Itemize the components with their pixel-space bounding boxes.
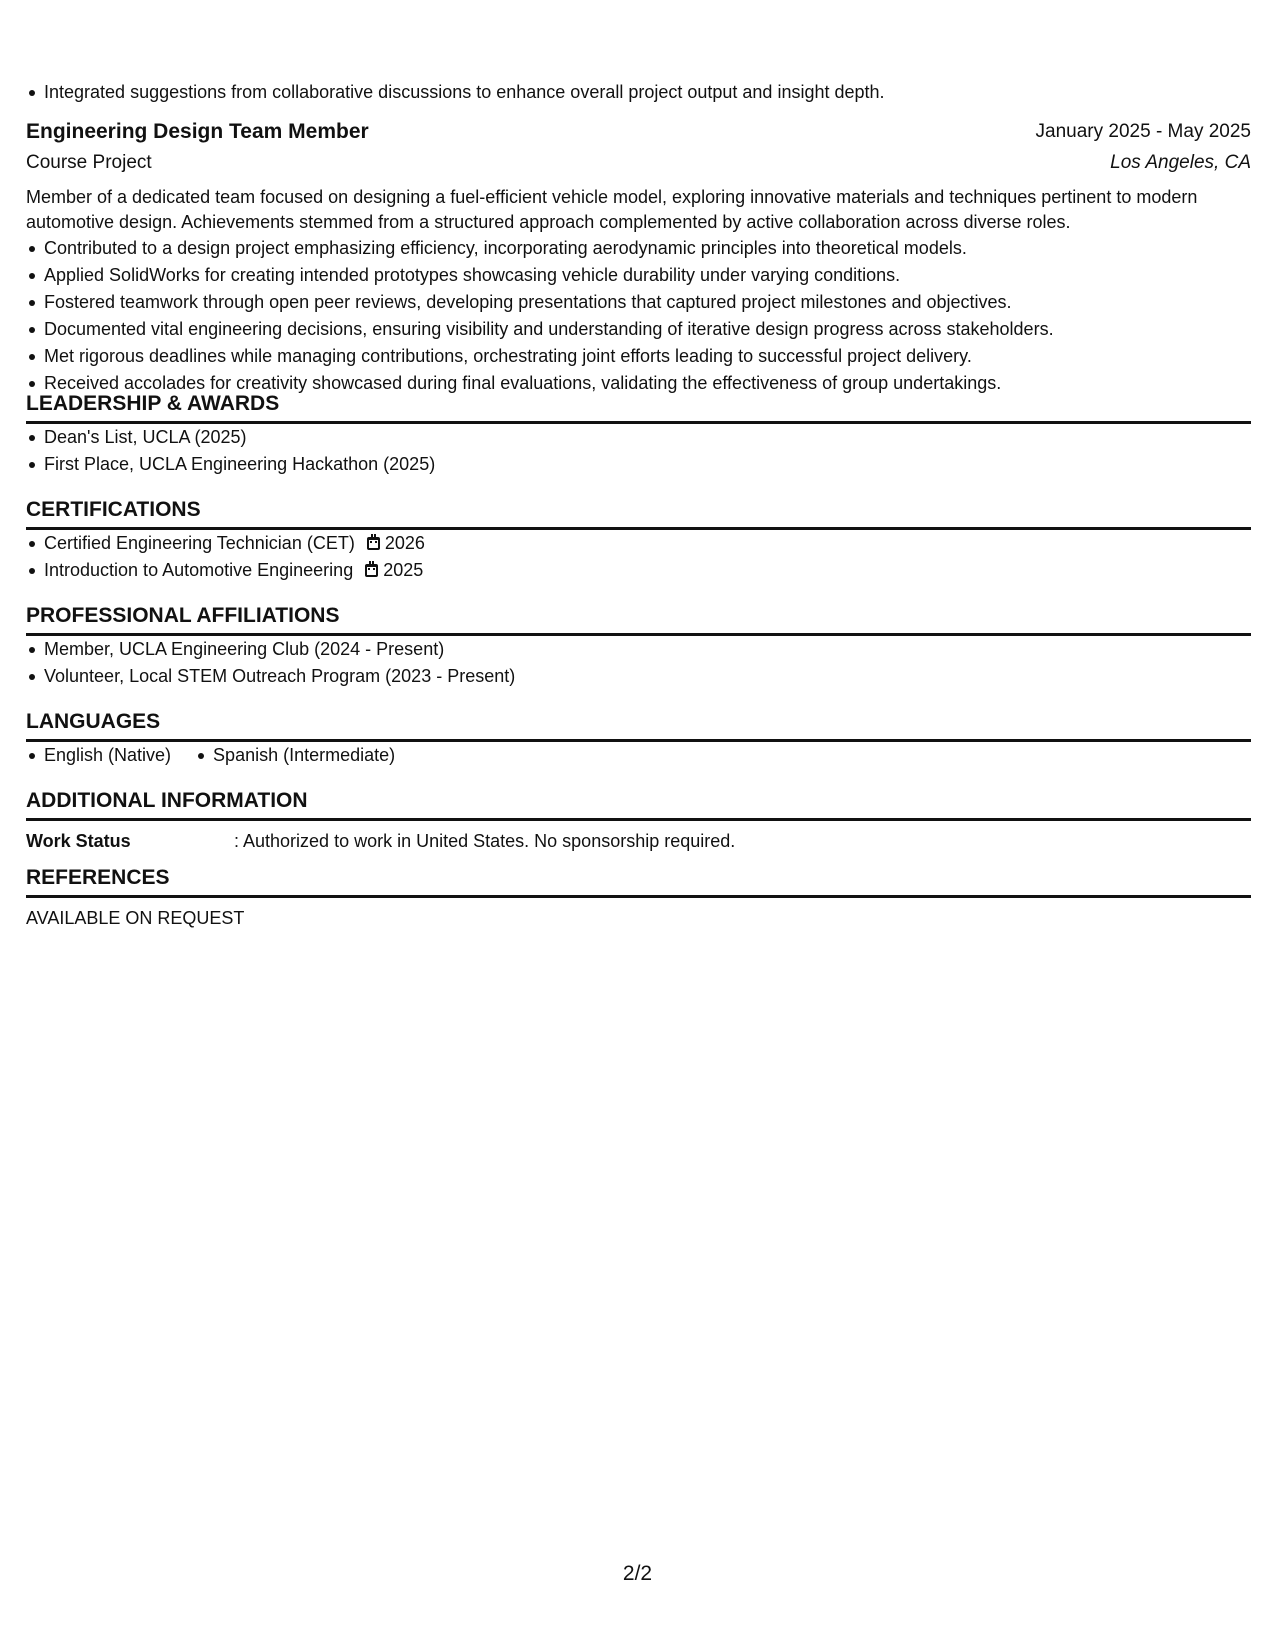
section-certifications (26, 496, 1251, 584)
job-location: Los Angeles, CA (1110, 152, 1251, 173)
calendar-icon (365, 564, 378, 577)
section-professional-affiliations (26, 602, 1251, 690)
work-status-label: Work Status (26, 831, 131, 851)
job-organization: Course Project (26, 152, 152, 173)
section-title: LANGUAGES (26, 708, 1251, 742)
awards-list (26, 424, 1251, 478)
certifications-list (26, 530, 1251, 584)
certification-name: Introduction to Automotive Engineering (44, 560, 354, 580)
job-description: Member of a dedicated team focused on designing a fuel-efficient vehicle model, exploring innovative materials and techniques pertinent to modern automotive design. Achievements stemmed from a structured approach complemented by active collaboration across diverse roles. (26, 187, 1198, 232)
section-title: REFERENCES (26, 864, 1251, 898)
list-item: Fostered teamwork through open peer reviews, developing presentations that captured project milestones and objectives. (44, 289, 1054, 316)
list-item: Documented vital engineering decisions, ensuring visibility and understanding of iterative design progress across stakeholders. (44, 316, 1054, 343)
job-dates: January 2025 - May 2025 (1035, 121, 1251, 142)
work-status-value: : Authorized to work in United States. No sponsorship required. (234, 831, 736, 851)
certification-date (367, 533, 425, 553)
references-text: AVAILABLE ON REQUEST (26, 908, 245, 928)
certification-year: 2025 (383, 560, 424, 580)
page-number: 2/2 (622, 1562, 653, 1585)
calendar-icon (367, 537, 380, 550)
section-additional-information (26, 787, 1251, 854)
section-title: ADDITIONAL INFORMATION (26, 787, 1251, 821)
job-subheader (26, 149, 1251, 177)
certification-date (365, 560, 423, 580)
list-item: Member, UCLA Engineering Club (2024 - Present) (44, 636, 1251, 663)
list-item (44, 530, 1251, 557)
list-item: Dean's List, UCLA (2025) (44, 424, 1251, 451)
job-bullet-list (26, 235, 1054, 397)
section-title: LEADERSHIP & AWARDS (26, 390, 1251, 424)
list-item (44, 557, 1251, 584)
certification-name: Certified Engineering Technician (CET) (44, 533, 355, 553)
list-item: First Place, UCLA Engineering Hackathon (2025) (44, 451, 1251, 478)
list-item: Contributed to a design project emphasizing efficiency, incorporating aerodynamic principles into theoretical models. (44, 235, 1054, 262)
job-header (26, 117, 1251, 147)
list-item: Received accolades for creativity showcased during final evaluations, validating the effectiveness of group undertakings. (44, 370, 1054, 397)
list-item: Spanish (Intermediate) (213, 742, 395, 769)
list-item: Volunteer, Local STEM Outreach Program (2023 - Present) (44, 663, 1251, 690)
carryover-bullet-list (26, 79, 885, 106)
job-title: Engineering Design Team Member (26, 120, 369, 143)
section-leadership-awards (26, 390, 1251, 478)
section-references (26, 864, 1251, 931)
section-languages (26, 708, 1251, 769)
list-item: Applied SolidWorks for creating intended prototypes showcasing vehicle durability under varying conditions. (44, 262, 1054, 289)
list-item: Integrated suggestions from collaborative discussions to enhance overall project output and insight depth. (44, 79, 885, 106)
list-item: English (Native) (44, 742, 171, 769)
list-item: Met rigorous deadlines while managing contributions, orchestrating joint efforts leading to successful project delivery. (44, 343, 1054, 370)
work-status-row (26, 828, 1251, 854)
certification-year: 2026 (384, 533, 425, 553)
section-title: PROFESSIONAL AFFILIATIONS (26, 602, 1251, 636)
languages-list (26, 742, 1251, 769)
section-title: CERTIFICATIONS (26, 496, 1251, 530)
affiliations-list (26, 636, 1251, 690)
